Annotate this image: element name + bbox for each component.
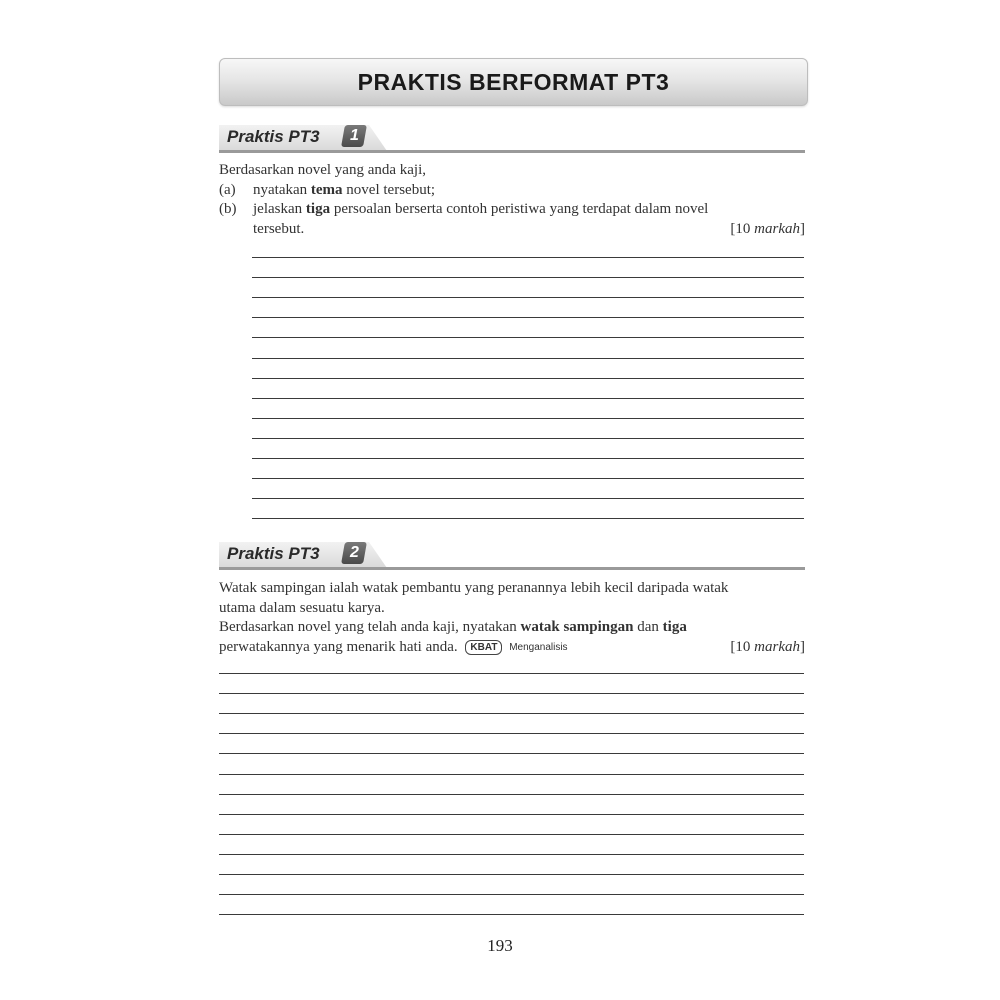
answer-line[interactable] bbox=[252, 478, 804, 479]
answer-line[interactable] bbox=[252, 358, 804, 359]
answer-line[interactable] bbox=[252, 398, 804, 399]
page-title: PRAKTIS BERFORMAT PT3 bbox=[357, 68, 670, 95]
answer-line[interactable] bbox=[219, 774, 804, 775]
marks-label: [10 markah] bbox=[730, 638, 805, 655]
answer-line[interactable] bbox=[252, 458, 804, 459]
answer-line[interactable] bbox=[252, 378, 804, 379]
title-banner bbox=[219, 58, 808, 106]
section-heading: Praktis PT3 bbox=[227, 544, 320, 563]
question-item-b: (b) jelaskan tiga persoalan berserta contoh peristiwa yang terdapat dalam novel bbox=[219, 201, 709, 217]
section-rule bbox=[219, 150, 805, 153]
section-header-2 bbox=[219, 542, 805, 570]
question-item-a: (a) nyatakan tema novel tersebut; bbox=[219, 181, 436, 198]
answer-line[interactable] bbox=[252, 277, 804, 278]
answer-line[interactable] bbox=[219, 814, 804, 815]
answer-lines-2[interactable] bbox=[219, 673, 804, 923]
marks-label: [10 markah] bbox=[730, 220, 805, 237]
section-rule bbox=[219, 567, 805, 570]
answer-line[interactable] bbox=[219, 713, 804, 714]
answer-lines-1[interactable] bbox=[252, 257, 804, 527]
answer-line[interactable] bbox=[219, 673, 804, 674]
answer-line[interactable] bbox=[219, 834, 804, 835]
answer-line[interactable] bbox=[252, 257, 804, 258]
question-2: Watak sampingan ialah watak pembantu yang peranannya lebih kecil daripada watak utama dalam sesuatu karya. Berdasarkan novel yang telah anda kaji, nyatakan watak sampingan dan tiga perwatakannya yang menarik hati anda. KBAT Menganalisis [10 markah] bbox=[219, 579, 805, 657]
answer-line[interactable] bbox=[252, 438, 804, 439]
section-heading: Praktis PT3 bbox=[227, 127, 320, 146]
answer-line[interactable] bbox=[219, 854, 804, 855]
answer-line[interactable] bbox=[252, 297, 804, 298]
answer-line[interactable] bbox=[252, 418, 804, 419]
answer-line[interactable] bbox=[219, 693, 804, 694]
answer-line[interactable] bbox=[219, 794, 804, 795]
question-intro: Berdasarkan novel yang anda kaji, bbox=[219, 162, 427, 178]
answer-line[interactable] bbox=[252, 498, 804, 499]
section-number-badge: 2 bbox=[341, 542, 367, 564]
answer-line[interactable] bbox=[252, 518, 804, 519]
page-number: 193 bbox=[487, 936, 513, 955]
answer-line[interactable] bbox=[219, 733, 804, 734]
answer-line[interactable] bbox=[219, 874, 804, 875]
answer-line[interactable] bbox=[252, 317, 804, 318]
kbat-badge: KBAT bbox=[465, 640, 502, 655]
answer-line[interactable] bbox=[219, 894, 804, 895]
question-1: Berdasarkan novel yang anda kaji, (a) nyatakan tema novel tersebut; (b) jelaskan tiga persoalan berserta contoh peristiwa yang terdapat dalam novel tersebut. [10 markah] bbox=[219, 161, 805, 239]
answer-line[interactable] bbox=[219, 753, 804, 754]
answer-line[interactable] bbox=[252, 337, 804, 338]
answer-line[interactable] bbox=[219, 914, 804, 915]
section-number-badge: 1 bbox=[341, 125, 367, 147]
section-header-1 bbox=[219, 125, 805, 153]
kbat-skill-label: Menganalisis bbox=[509, 641, 568, 653]
